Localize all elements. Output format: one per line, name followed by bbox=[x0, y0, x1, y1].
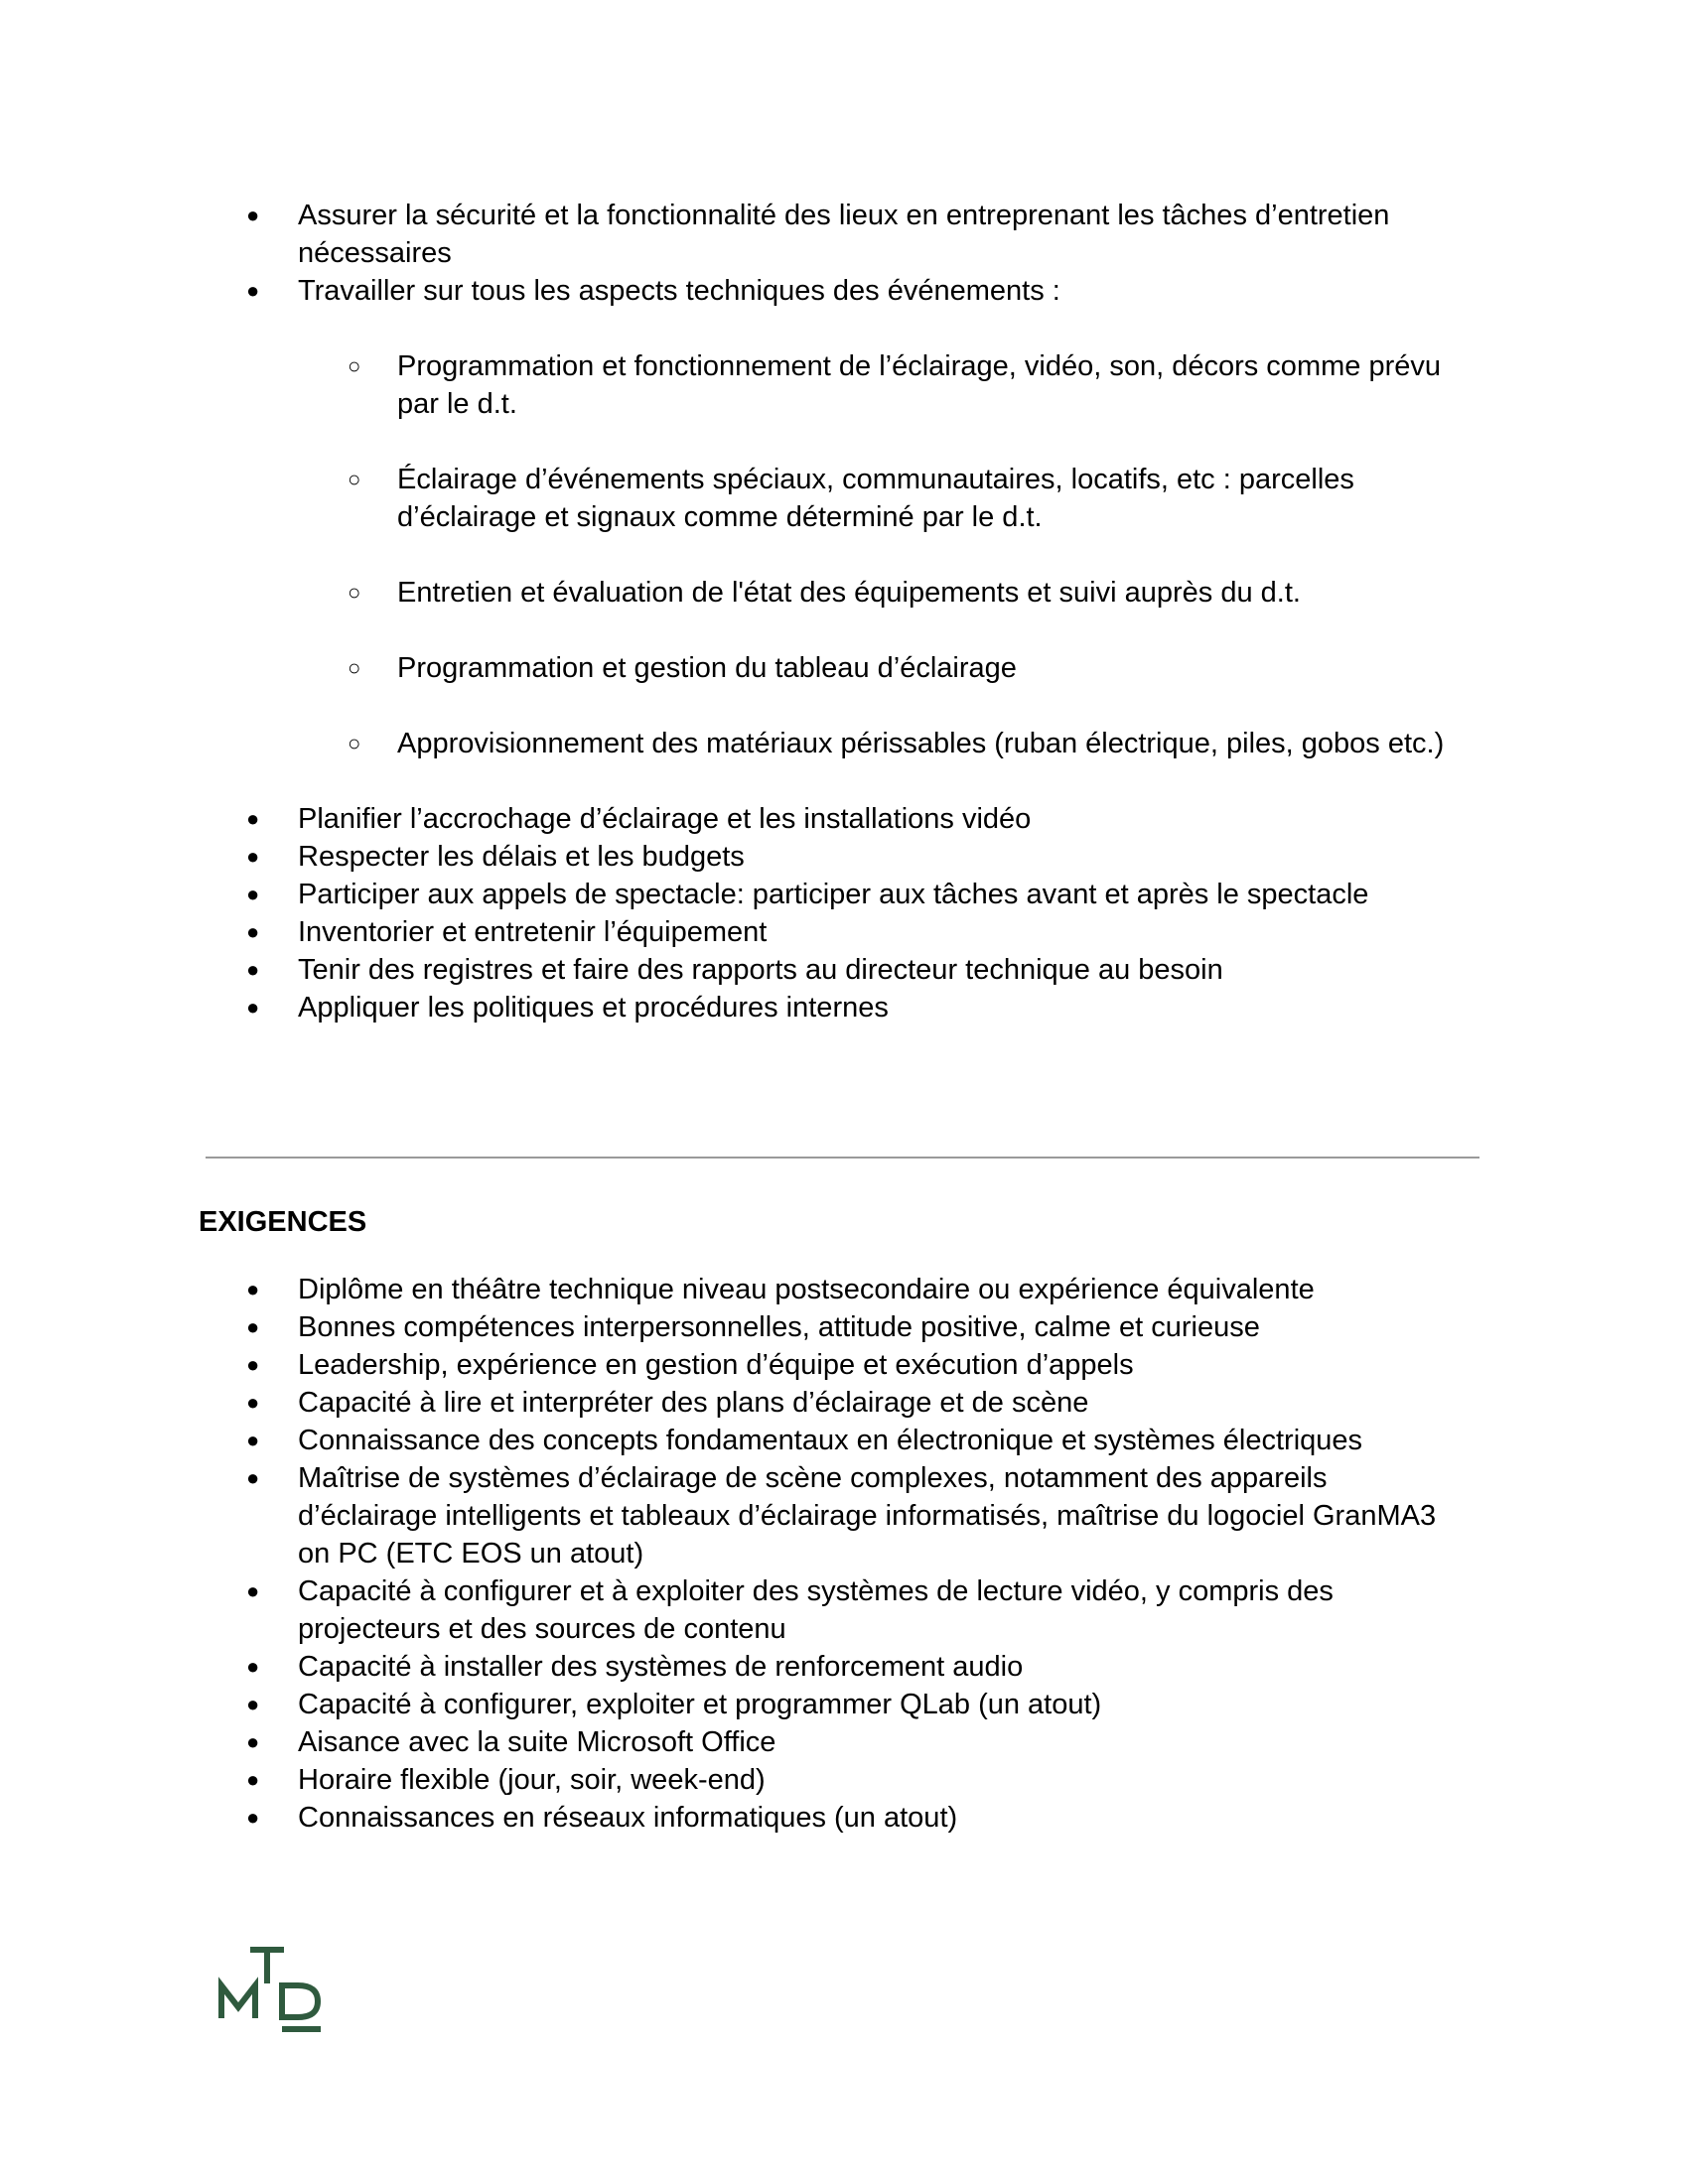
sub-list-item bbox=[298, 725, 1470, 762]
sub-list-item-text: Entretien et évaluation de l'état des équipements et suivi auprès du d.t. bbox=[397, 577, 1301, 609]
logo-d bbox=[282, 1985, 318, 2017]
list-item bbox=[0, 1686, 1470, 1723]
list-item-text: Appliquer les politiques et procédures internes bbox=[298, 992, 889, 1024]
sub-list-item-text: Programmation et gestion du tableau d’éclairage bbox=[397, 652, 1017, 684]
list-item-text: Capacité à installer des systèmes de renforcement audio bbox=[298, 1651, 1024, 1683]
list-item bbox=[0, 1308, 1470, 1346]
responsibilities-list bbox=[0, 197, 1688, 1026]
list-item bbox=[0, 951, 1470, 989]
list-item-text: Planifier l’accrochage d’éclairage et les installations vidéo bbox=[298, 803, 1032, 835]
bullet-icon: ● bbox=[246, 919, 260, 944]
list-item-text: Tenir des registres et faire des rapports au directeur technique au besoin bbox=[298, 954, 1223, 986]
sub-list-item-text: Éclairage d’événements spéciaux, communautaires, locatifs, etc : parcelles d’éclairage et signaux comme déterminé par le d.t. bbox=[397, 464, 1354, 533]
bullet-icon: ● bbox=[246, 1578, 260, 1603]
bullet-icon: ● bbox=[246, 1767, 260, 1792]
list-item bbox=[0, 1761, 1470, 1799]
list-item-text: Assurer la sécurité et la fonctionnalité des lieux en entreprenant les tâches d’entretien nécessaires bbox=[298, 200, 1390, 269]
hollow-bullet-icon: ○ bbox=[348, 353, 361, 378]
requirements-heading: EXIGENCES bbox=[199, 1206, 367, 1238]
bullet-icon: ● bbox=[246, 278, 260, 303]
list-item-text: Capacité à lire et interpréter des plans d’éclairage et de scène bbox=[298, 1387, 1089, 1419]
bullet-icon: ● bbox=[246, 806, 260, 831]
bullet-icon: ● bbox=[246, 1729, 260, 1754]
bullet-icon: ● bbox=[246, 995, 260, 1020]
bullet-icon: ● bbox=[246, 882, 260, 906]
bullet-icon: ● bbox=[246, 1692, 260, 1716]
list-item bbox=[0, 1799, 1470, 1837]
bullet-icon: ● bbox=[246, 1805, 260, 1830]
bullet-icon: ● bbox=[246, 1465, 260, 1490]
list-item-text: Capacité à configurer, exploiter et programmer QLab (un atout) bbox=[298, 1689, 1102, 1720]
list-item-text: Travailler sur tous les aspects techniques des événements : bbox=[298, 275, 1060, 307]
list-item bbox=[0, 1459, 1470, 1572]
bullet-icon: ● bbox=[246, 957, 260, 982]
sub-list-item-text: Programmation et fonctionnement de l’éclairage, vidéo, son, décors comme prévu par le d.t. bbox=[397, 350, 1441, 420]
list-item bbox=[0, 989, 1470, 1026]
sub-list bbox=[298, 347, 1470, 762]
list-item-text: Inventorier et entretenir l’équipement bbox=[298, 916, 768, 948]
sub-list-item-text: Approvisionnement des matériaux périssables (ruban électrique, piles, gobos etc.) bbox=[397, 728, 1445, 759]
sub-list-item bbox=[298, 461, 1470, 536]
list-item-text: Horaire flexible (jour, soir, week-end) bbox=[298, 1764, 766, 1796]
list-item bbox=[0, 197, 1470, 272]
sub-list-item bbox=[298, 347, 1470, 423]
sub-list-item bbox=[298, 649, 1470, 687]
list-item-text: Connaissances en réseaux informatiques (un atout) bbox=[298, 1802, 958, 1834]
requirements-list bbox=[0, 1271, 1688, 1837]
hollow-bullet-icon: ○ bbox=[348, 467, 361, 491]
list-item bbox=[0, 838, 1470, 876]
list-item bbox=[0, 1572, 1470, 1648]
bullet-icon: ● bbox=[246, 1314, 260, 1339]
list-item bbox=[0, 913, 1470, 951]
bullet-icon: ● bbox=[246, 1428, 260, 1452]
hollow-bullet-icon: ○ bbox=[348, 580, 361, 605]
bullet-icon: ● bbox=[246, 1654, 260, 1679]
bullet-icon: ● bbox=[246, 1390, 260, 1415]
list-item bbox=[0, 1422, 1470, 1459]
list-item bbox=[0, 800, 1470, 838]
hollow-bullet-icon: ○ bbox=[348, 731, 361, 755]
list-item bbox=[0, 1271, 1470, 1308]
list-item-text: Diplôme en théâtre technique niveau postsecondaire ou expérience équivalente bbox=[298, 1274, 1315, 1305]
list-item bbox=[0, 876, 1470, 913]
list-item-text: Capacité à configurer et à exploiter des systèmes de lecture vidéo, y compris des projecteurs et des sources de contenu bbox=[298, 1575, 1334, 1645]
sub-list-item bbox=[298, 574, 1470, 612]
list-item bbox=[0, 1723, 1470, 1761]
section-divider bbox=[206, 1157, 1479, 1159]
list-item-text: Bonnes compétences interpersonnelles, attitude positive, calme et curieuse bbox=[298, 1311, 1260, 1343]
list-item bbox=[0, 1346, 1470, 1384]
list-item-text: Participer aux appels de spectacle: participer aux tâches avant et après le spectacle bbox=[298, 879, 1369, 910]
bullet-icon: ● bbox=[246, 203, 260, 227]
logo-m bbox=[221, 1985, 255, 2018]
list-item-text: Aisance avec la suite Microsoft Office bbox=[298, 1726, 776, 1758]
list-item-text: Respecter les délais et les budgets bbox=[298, 841, 745, 873]
list-item-text: Leadership, expérience en gestion d’équipe et exécution d’appels bbox=[298, 1349, 1134, 1381]
list-item bbox=[0, 1648, 1470, 1686]
bullet-icon: ● bbox=[246, 1352, 260, 1377]
bullet-icon: ● bbox=[246, 844, 260, 869]
list-item-text: Connaissance des concepts fondamentaux en électronique et systèmes électriques bbox=[298, 1425, 1363, 1456]
tmd-logo-icon bbox=[209, 1926, 338, 2045]
list-item bbox=[0, 272, 1470, 762]
hollow-bullet-icon: ○ bbox=[348, 655, 361, 680]
bullet-icon: ● bbox=[246, 1277, 260, 1301]
list-item-text: Maîtrise de systèmes d’éclairage de scène complexes, notamment des appareils d’éclairage intelligents et tableaux d’éclairage informatisés, maîtrise du logociel GranMA3 on PC (ETC EOS un atout) bbox=[298, 1462, 1437, 1570]
list-item bbox=[0, 1384, 1470, 1422]
